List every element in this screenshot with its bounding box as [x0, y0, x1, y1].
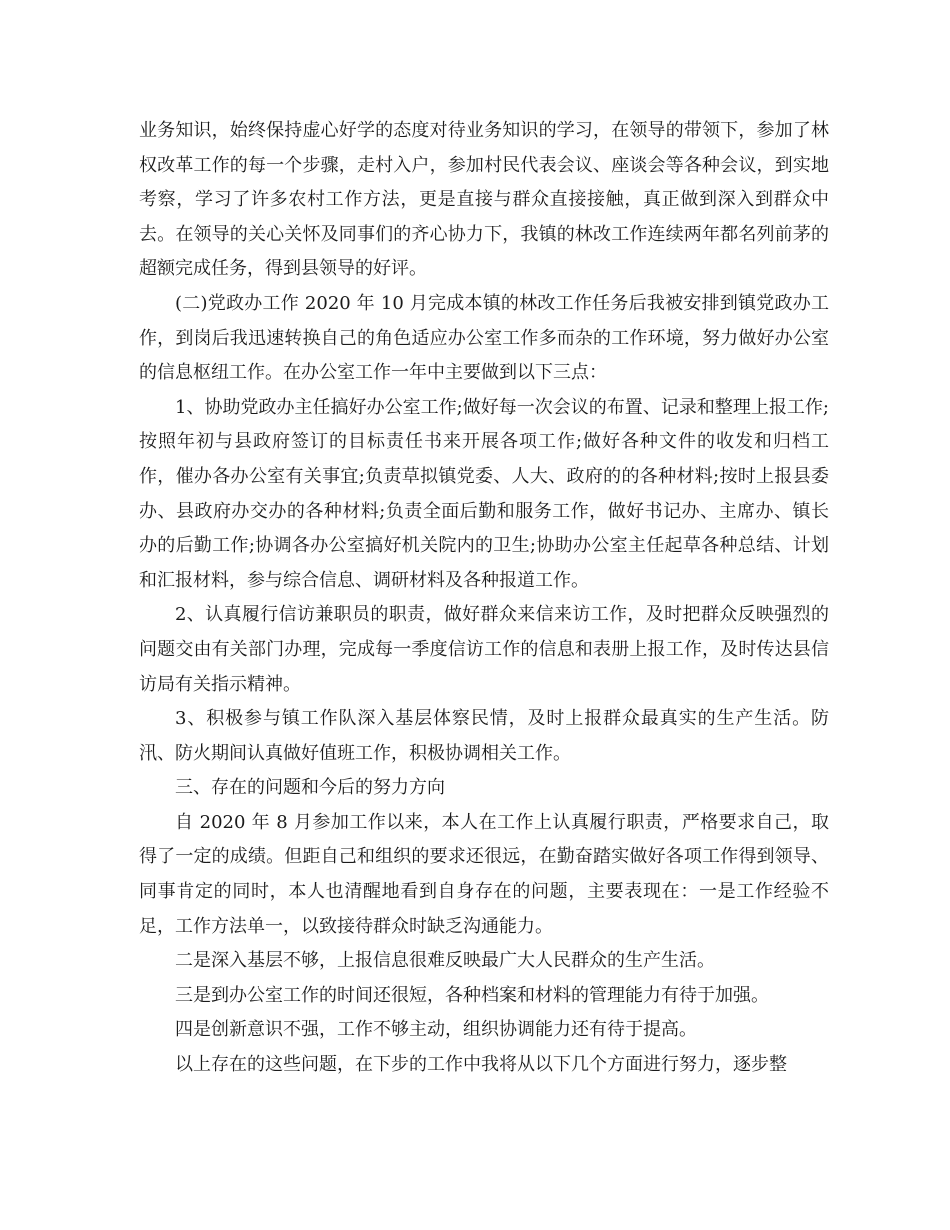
paragraph-closing: 以上存在的这些问题，在下步的工作中我将从以下几个方面进行努力，逐步整: [175, 1054, 787, 1076]
document-page: [139, 114, 829, 1083]
paragraph-problem-4: 四是创新意识不强，工作不够主动，组织协调能力还有待于提高。: [175, 1019, 697, 1041]
paragraph-point-2: 2、认真履行信访兼职员的职责，做好群众来信来访工作，及时把群众反映强烈的问题交由有关部门办理，完成每一季度信访工作的信息和表册上报工作，及时传达县信访局有关指示精神。: [139, 604, 829, 695]
paragraph-problem-2: 二是深入基层不够，上报信息很难反映最广大人民群众的生产生活。: [175, 950, 715, 972]
paragraph-point-1: 1、协助党政办主任搞好办公室工作;做好每一次会议的布置、记录和整理上报工作;按照年初与县政府签订的目标责任书来开展各项工作;做好各种文件的收发和归档工作，催办各办公室有关事宜;负责草拟镇党委、人大、政府的的各种材料;按时上报县委办、县政府办交办的各种材料;负责全面后勤和服务工作，做好书记办、主席办、镇长办的后勤工作;协调各办公室搞好机关院内的卫生;协助办公室主任起草各种总结、计划和汇报材料，参与综合信息、调研材料及各种报道工作。: [139, 396, 829, 591]
paragraph-point-3: 3、积极参与镇工作队深入基层体察民情，及时上报群众最真实的生产生活。防汛、防火期间认真做好值班工作，积极协调相关工作。: [139, 708, 829, 764]
paragraph-continuation: 业务知识，始终保持虚心好学的态度对待业务知识的学习，在领导的带领下，参加了林权改革工作的每一个步骤，走村入户，参加村民代表会议、座谈会等各种会议，到实地考察，学习了许多农村工作方法，更是直接与群众直接接触，真正做到深入到群众中去。在领导的关心关怀及同事们的齐心协力下，我镇的林改工作连续两年都名列前茅的超额完成任务，得到县领导的好评。: [139, 120, 829, 280]
paragraph-since-2020: 自 2020 年 8 月参加工作以来，本人在工作上认真履行职责，严格要求自己，取得了一定的成绩。但距自己和组织的要求还很远，在勤奋踏实做好各项工作得到领导、同事肯定的同时，本人也清醒地看到自身存在的问题，主要表现在：一是工作经验不足，工作方法单一，以致接待群众时缺乏沟通能力。: [139, 811, 829, 937]
section-heading-problems: 三、存在的问题和今后的努力方向: [175, 777, 445, 799]
paragraph-party-office-work: (二)党政办工作 2020 年 10 月完成本镇的林改工作任务后我被安排到镇党政办工作，到岗后我迅速转换自己的角色适应办公室工作多而杂的工作环境，努力做好办公室的信息枢纽工作。在办公室工作一年中主要做到以下三点：: [139, 292, 829, 384]
paragraph-problem-3: 三是到办公室工作的时间还很短，各种档案和材料的管理能力有待于加强。: [175, 984, 769, 1006]
